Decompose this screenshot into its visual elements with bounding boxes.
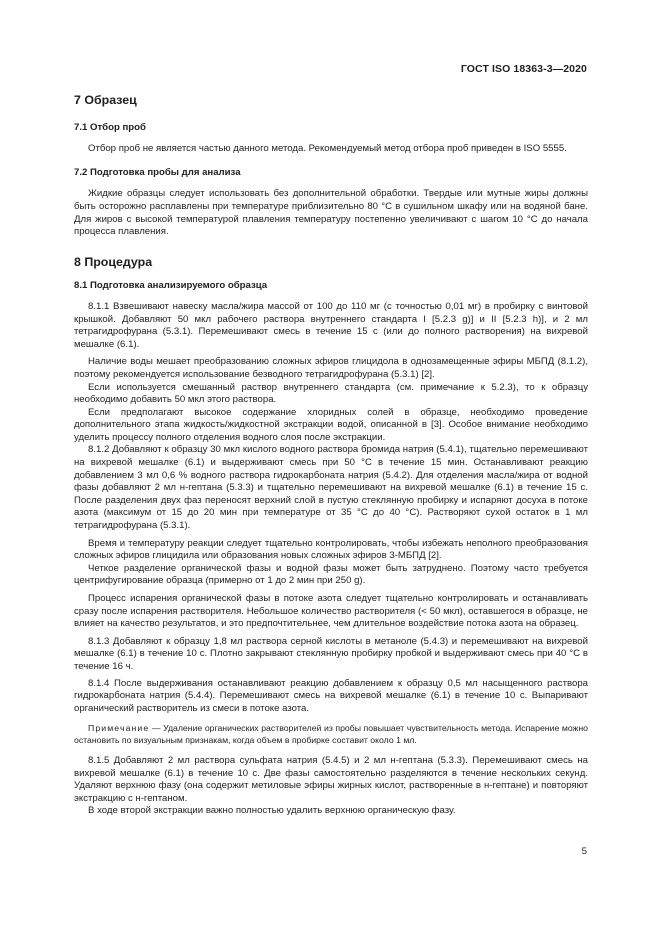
section-7-1-title: 7.1 Отбор проб — [74, 121, 146, 133]
note-label: Примечание — [88, 723, 150, 734]
paragraph-phase-separation: Четкое разделение органической фазы и водной фазы может быть затруднено. Поэтому часто требуется центрифугирование образца (примерно от 1 до 2 мин при 250 g). — [74, 562, 588, 587]
paragraph-8-1-3: 8.1.3 Добавляют к образцу 1,8 мл раствора серной кислоты в метаноле (5.4.3) и перемешивают на вихревой мешалке (6.1) в течение 10 с. Плотно закрывают стеклянную пробирку пробкой и выдерживают смесь при 40 °С в течение 16 ч. — [74, 635, 588, 672]
paragraph-8-1-5: 8.1.5 Добавляют 2 мл раствора сульфата натрия (5.4.5) и 2 мл н-гептана (5.3.3). Перемешивают смесь на вихревой мешалке (6.1) в течение 10 с. Две фазы самостоятельно разделяются в течение нескольких секунд. Удаляют верхнюю фазу (она содержит метиловые эфиры жирных кислот, растворенные в н-гептане) и повторяют экстракцию с н-гептаном. — [74, 754, 588, 804]
paragraph-mixed-standard: Если используется смешанный раствор внутреннего стандарта (см. примечание к 5.2.3), то к образцу необходимо добавить 50 мкл этого раствора. — [74, 381, 588, 406]
section-7-1-paragraph: Отбор проб не является частью данного метода. Рекомендуемый метод отбора проб приведен в ISO 5555. — [88, 143, 567, 155]
page-number: 5 — [581, 846, 587, 857]
paragraph-8-1-2: 8.1.2 Добавляют к образцу 30 мкл кислого водного раствора бромида натрия (5.4.1), тщательно перемешивают на вихревой мешалке (6.1) и выдерживают смесь при 50 °С в течение 15 мин. Останавливают реакцию добавлением 3 мл 0,6 % водного раствора гидрокарбоната натрия (5.4.2). Для отделения масла/жира от водной фазы добавляют 2 мл н-гептана (5.3.3) и тщательно перемешивают на вихревой мешалке (6.1) в течение 15 с. После разделения двух фаз переносят верхний слой в пустую стеклянную пробирку и испаряют досуха в потоке азота (максимум от 15 до 20 мин при температуре от 35 °С до 40 °С). Растворяют сухой остаток в 1 мл тетрагидрофурана (5.3.1). — [74, 444, 588, 532]
note-paragraph — [74, 723, 588, 747]
document-body — [74, 90, 588, 818]
note-text: — Удаление органических растворителей из пробы повышает чувствительность метода. Испарение можно остановить по визуальным признакам, когда объем в пробирке составит около 1 мл. — [74, 723, 588, 746]
paragraph-chloride-salts: Если предполагают высокое содержание хлоридных солей в образце, необходимо проведение дополнительного этапа жидкость/жидкостной экстракции водой, описанной в [3]. Особое внимание необходимо уделить процессу полного отделения водного слоя после экстракции. — [74, 406, 588, 443]
paragraph-evaporation: Процесс испарения органической фазы в потоке азота следует тщательно контролировать и останавливать сразу после испарения растворителя. Небольшое количество растворителя (< 50 мкл), оставшегося в образце, не влияет на качество результатов, и это предпочтительнее, чем длительное воздействие потока азота на образец. — [74, 593, 588, 630]
section-7-title: 7 Образец — [74, 93, 137, 107]
paragraph-8-1-1: 8.1.1 Взвешивают навеску масла/жира массой от 100 до 110 мг (с точностью 0,01 мг) в пробирку с винтовой крышкой. Добавляют 50 мкл рабочего раствора внутреннего стандарта I [5.2.3 g)] и II [5.2.3 h)], и 2 мл тетрагидрофурана (5.3.1). Перемешивают смесь в течение 15 с (или до полного растворения) на вихревой мешалке (6.1). — [74, 300, 588, 350]
standard-header: ГОСТ ISO 18363-3—2020 — [460, 63, 587, 75]
section-8-title: 8 Процедура — [74, 254, 153, 269]
section-7-2-paragraph: Жидкие образцы следует использовать без дополнительной обработки. Твердые или мутные жиры должны быть осторожно расплавлены при температуре приблизительно 80 °С в сушильном шкафу или на водяной бане. Для жиров с высокой температурой плавления температуру постепенно увеличивают с шагом 10 °С до начала процесса плавления. — [74, 188, 588, 238]
section-8-1-title: 8.1 Подготовка анализируемого образца — [74, 280, 268, 292]
paragraph-second-extraction: В ходе второй экстракции важно полностью удалить верхнюю органическую фазу. — [88, 805, 456, 817]
paragraph-water-note: Наличие воды мешает преобразованию сложных эфиров глицидола в однозамещенные эфиры МБПД (8.1.2), поэтому рекомендуется использование безводного тетрагидрофурана (5.3.1) [2]. — [74, 356, 588, 380]
paragraph-reaction-time: Время и температуру реакции следует тщательно контролировать, чтобы избежать неполного преобразования сложных эфиров глицидила или образования новых сложных эфиров 3-МБПД [2]. — [74, 537, 588, 562]
section-7-2-title: 7.2 Подготовка пробы для анализа — [74, 166, 241, 178]
paragraph-8-1-4: 8.1.4 После выдерживания останавливают реакцию добавлением к образцу 0,5 мл насыщенного раствора гидрокарбоната натрия (5.4.4). Перемешивают смесь на вихревой мешалке (6.1) в течение 10 с. Выпаривают органический растворитель из смеси в потоке азота. — [74, 677, 588, 714]
